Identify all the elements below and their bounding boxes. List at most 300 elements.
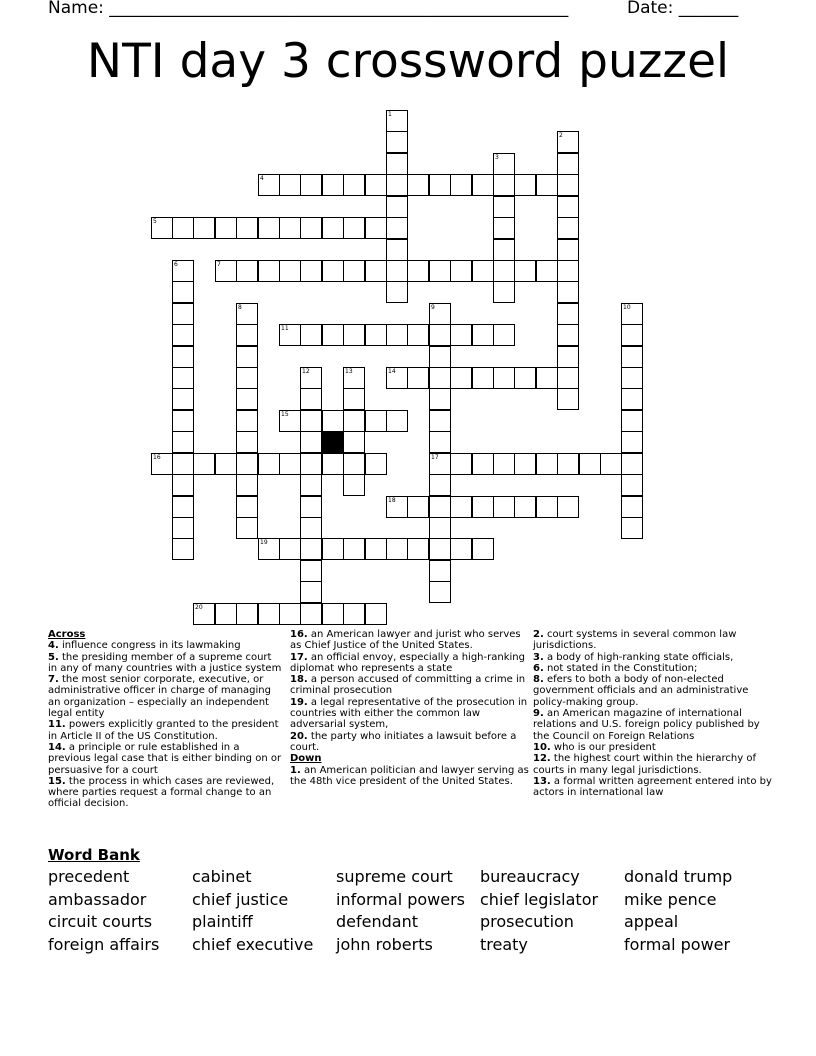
clue-number: 1. bbox=[290, 764, 301, 776]
grid-cell[interactable] bbox=[429, 431, 451, 453]
grid-cell[interactable] bbox=[386, 153, 408, 175]
clue-text: an American magazine of international relations and U.S. foreign policy published by the Council on Foreign Relations bbox=[533, 708, 760, 742]
grid-cell[interactable] bbox=[300, 324, 322, 346]
grid-cell[interactable] bbox=[300, 260, 322, 282]
grid-cell[interactable] bbox=[493, 324, 515, 346]
grid-cell[interactable] bbox=[386, 324, 408, 346]
grid-cell[interactable] bbox=[493, 196, 515, 218]
word-bank-title: Word Bank bbox=[48, 846, 140, 864]
grid-cell[interactable] bbox=[557, 131, 579, 153]
clue-number: 7 bbox=[217, 261, 221, 268]
clue-number: 10. bbox=[533, 741, 551, 753]
grid-cell[interactable] bbox=[621, 431, 643, 453]
grid-cell[interactable] bbox=[450, 324, 472, 346]
grid-cell[interactable] bbox=[429, 496, 451, 518]
across-heading: Across bbox=[48, 629, 86, 640]
clue-text: powers explicitly granted to the president in Article II of the US Constitution. bbox=[48, 719, 279, 742]
clue-text: a formal written agreement entered into by actors in international law bbox=[533, 775, 772, 799]
grid-cell[interactable] bbox=[365, 410, 387, 432]
grid-cell[interactable] bbox=[279, 260, 301, 282]
grid-cell[interactable] bbox=[407, 496, 429, 518]
clue-number: 4. bbox=[48, 640, 59, 652]
clue-item bbox=[533, 753, 773, 776]
grid-cell[interactable] bbox=[386, 196, 408, 218]
word-bank-item: chief executive bbox=[192, 935, 314, 954]
grid-cell[interactable] bbox=[215, 260, 237, 282]
grid-cell[interactable] bbox=[536, 367, 558, 389]
grid-cell[interactable] bbox=[621, 453, 643, 475]
clue-number: 9. bbox=[533, 708, 544, 720]
grid-cell[interactable] bbox=[300, 538, 322, 560]
grid-cell[interactable] bbox=[300, 431, 322, 453]
grid-cell[interactable] bbox=[300, 560, 322, 582]
grid-cell[interactable] bbox=[322, 410, 344, 432]
grid-cell[interactable] bbox=[193, 603, 215, 625]
grid-cell[interactable] bbox=[279, 603, 301, 625]
clue-number: 19. bbox=[290, 696, 308, 708]
clue-number: 8 bbox=[238, 304, 242, 311]
grid-cell[interactable] bbox=[514, 260, 536, 282]
word-bank-item: ambassador bbox=[48, 890, 147, 909]
grid-cell[interactable] bbox=[343, 431, 365, 453]
clue-text: a legal representative of the prosecution in countries with either the common law adversarial system, bbox=[290, 696, 528, 731]
grid-cell[interactable] bbox=[300, 517, 322, 539]
grid-cell[interactable] bbox=[536, 496, 558, 518]
clue-number: 11 bbox=[281, 325, 289, 332]
grid-cell[interactable] bbox=[450, 174, 472, 196]
grid-cell[interactable] bbox=[236, 217, 258, 239]
clue-text: a principle or rule established in a previous legal case that is either binding on or persuasive for a court bbox=[48, 741, 282, 776]
grid-cell[interactable] bbox=[386, 131, 408, 153]
grid-cell[interactable] bbox=[172, 388, 194, 410]
grid-cell[interactable] bbox=[429, 453, 451, 475]
grid-cell[interactable] bbox=[236, 453, 258, 475]
word-bank-item: precedent bbox=[48, 867, 130, 886]
clue-number: 19 bbox=[260, 539, 268, 546]
grid-cell[interactable] bbox=[493, 174, 515, 196]
grid-cell[interactable] bbox=[386, 239, 408, 261]
clue-item bbox=[533, 652, 773, 663]
grid-cell[interactable] bbox=[258, 453, 280, 475]
clue-text: influence congress in its lawmaking bbox=[58, 640, 241, 652]
grid-cell[interactable] bbox=[557, 453, 579, 475]
grid-cell[interactable] bbox=[236, 367, 258, 389]
grid-cell[interactable] bbox=[493, 239, 515, 261]
word-bank-item: formal power bbox=[624, 935, 731, 954]
grid-cell[interactable] bbox=[493, 260, 515, 282]
grid-cell[interactable] bbox=[236, 303, 258, 325]
clue-number: 8. bbox=[533, 674, 544, 686]
grid-cell[interactable] bbox=[300, 603, 322, 625]
clues-column-3 bbox=[533, 629, 773, 798]
grid-cell[interactable] bbox=[472, 174, 494, 196]
grid-cell[interactable] bbox=[300, 474, 322, 496]
clue-text: the presiding member of a supreme court in any of many countries with a justice system bbox=[48, 651, 282, 674]
grid-cell[interactable] bbox=[343, 324, 365, 346]
grid-cell[interactable] bbox=[322, 324, 344, 346]
grid-cell[interactable] bbox=[407, 538, 429, 560]
clue-number: 7. bbox=[48, 674, 59, 686]
grid-cell[interactable] bbox=[472, 538, 494, 560]
grid-cell[interactable] bbox=[300, 496, 322, 518]
grid-cell[interactable] bbox=[322, 217, 344, 239]
clue-number: 4 bbox=[260, 175, 264, 182]
grid-cell[interactable] bbox=[365, 260, 387, 282]
grid-cell[interactable] bbox=[236, 431, 258, 453]
clue-text: the highest court within the hierarchy of courts in many legal jurisdictions. bbox=[533, 753, 756, 776]
grid-cell[interactable] bbox=[215, 217, 237, 239]
grid-cell[interactable] bbox=[172, 538, 194, 560]
grid-cell[interactable] bbox=[279, 453, 301, 475]
clue-number: 9 bbox=[431, 304, 435, 311]
grid-cell[interactable] bbox=[236, 260, 258, 282]
grid-cell[interactable] bbox=[172, 281, 194, 303]
grid-cell[interactable] bbox=[386, 538, 408, 560]
grid-cell[interactable] bbox=[343, 538, 365, 560]
clue-number: 14. bbox=[48, 741, 66, 753]
grid-cell[interactable] bbox=[279, 538, 301, 560]
clue-item bbox=[48, 674, 283, 719]
clues-column-1 bbox=[48, 629, 283, 810]
grid-cell[interactable] bbox=[450, 496, 472, 518]
grid-cell[interactable] bbox=[621, 346, 643, 368]
grid-cell[interactable] bbox=[472, 260, 494, 282]
grid-cell[interactable] bbox=[172, 346, 194, 368]
grid-cell[interactable] bbox=[343, 410, 365, 432]
clue-number: 18 bbox=[388, 497, 396, 504]
grid-cell[interactable] bbox=[172, 303, 194, 325]
clue-number: 2 bbox=[559, 132, 563, 139]
grid-cell[interactable] bbox=[621, 496, 643, 518]
clue-item bbox=[290, 731, 530, 754]
clue-text: an American lawyer and jurist who serves as Chief Justice of the United States. bbox=[290, 629, 521, 652]
clue-number: 10 bbox=[623, 304, 631, 311]
clue-number: 16. bbox=[290, 629, 308, 640]
grid-cell[interactable] bbox=[365, 324, 387, 346]
grid-cell[interactable] bbox=[557, 174, 579, 196]
grid-cell[interactable] bbox=[429, 410, 451, 432]
grid-cell[interactable] bbox=[343, 603, 365, 625]
grid-cell[interactable] bbox=[407, 367, 429, 389]
grid-cell[interactable] bbox=[322, 260, 344, 282]
word-bank-item: donald trump bbox=[624, 867, 733, 886]
clue-number: 14 bbox=[388, 368, 396, 375]
grid-cell[interactable] bbox=[300, 410, 322, 432]
grid-cell[interactable] bbox=[450, 538, 472, 560]
grid-cell[interactable] bbox=[172, 431, 194, 453]
grid-cell[interactable] bbox=[172, 410, 194, 432]
clue-item bbox=[533, 742, 773, 753]
clue-number: 2. bbox=[533, 629, 544, 640]
clue-item bbox=[533, 663, 773, 674]
clue-number: 3 bbox=[495, 154, 499, 161]
clue-item bbox=[290, 697, 530, 731]
clue-text: who is our president bbox=[550, 741, 656, 753]
clue-number: 13. bbox=[533, 775, 551, 787]
clue-number: 20. bbox=[290, 730, 308, 742]
grid-cell[interactable] bbox=[365, 174, 387, 196]
grid-cell[interactable] bbox=[621, 367, 643, 389]
clue-number: 13 bbox=[345, 368, 353, 375]
grid-cell[interactable] bbox=[429, 388, 451, 410]
grid-cell[interactable] bbox=[343, 388, 365, 410]
word-bank-item: foreign affairs bbox=[48, 935, 160, 954]
grid-cell[interactable] bbox=[557, 388, 579, 410]
grid-cell[interactable] bbox=[236, 410, 258, 432]
grid-cell[interactable] bbox=[236, 474, 258, 496]
clue-item bbox=[533, 674, 773, 708]
grid-cell[interactable] bbox=[151, 453, 173, 475]
grid-cell[interactable] bbox=[621, 474, 643, 496]
clue-item bbox=[48, 776, 283, 810]
word-bank-item: bureaucracy bbox=[480, 867, 580, 886]
grid-cell[interactable] bbox=[407, 174, 429, 196]
word-bank-item: john roberts bbox=[336, 935, 433, 954]
clue-item bbox=[533, 629, 773, 652]
grid-cell[interactable] bbox=[557, 196, 579, 218]
grid-cell[interactable] bbox=[365, 217, 387, 239]
grid-cell[interactable] bbox=[472, 496, 494, 518]
grid-cell[interactable] bbox=[386, 281, 408, 303]
grid-cell[interactable] bbox=[407, 260, 429, 282]
word-bank-item: appeal bbox=[624, 912, 679, 931]
date-field-label: Date: _______ bbox=[627, 0, 739, 18]
grid-cell[interactable] bbox=[386, 410, 408, 432]
grid-cell[interactable] bbox=[386, 496, 408, 518]
grid-cell[interactable] bbox=[300, 388, 322, 410]
grid-cell[interactable] bbox=[322, 174, 344, 196]
grid-cell[interactable] bbox=[343, 367, 365, 389]
clue-number: 12. bbox=[533, 753, 551, 765]
grid-cell[interactable] bbox=[322, 538, 344, 560]
clue-number: 16 bbox=[153, 454, 161, 461]
word-bank-item: cabinet bbox=[192, 867, 252, 886]
grid-cell[interactable] bbox=[557, 367, 579, 389]
word-bank-item: supreme court bbox=[336, 867, 453, 886]
grid-cell[interactable] bbox=[236, 388, 258, 410]
clues-column-2 bbox=[290, 629, 530, 787]
word-bank-item: treaty bbox=[480, 935, 528, 954]
clue-item bbox=[290, 652, 530, 675]
grid-cell[interactable] bbox=[193, 217, 215, 239]
grid-cell[interactable] bbox=[365, 603, 387, 625]
clue-item bbox=[290, 765, 530, 788]
clue-number: 12 bbox=[302, 368, 310, 375]
grid-cell[interactable] bbox=[493, 281, 515, 303]
grid-cell[interactable] bbox=[258, 174, 280, 196]
grid-cell[interactable] bbox=[557, 303, 579, 325]
grid-cell[interactable] bbox=[429, 560, 451, 582]
grid-cell[interactable] bbox=[365, 453, 387, 475]
word-bank-item: informal powers bbox=[336, 890, 466, 909]
grid-cell[interactable] bbox=[429, 367, 451, 389]
grid-cell[interactable] bbox=[514, 453, 536, 475]
grid-cell[interactable] bbox=[343, 474, 365, 496]
clue-number: 6 bbox=[174, 261, 178, 268]
grid-cell[interactable] bbox=[172, 217, 194, 239]
grid-cell[interactable] bbox=[322, 453, 344, 475]
grid-cell[interactable] bbox=[429, 260, 451, 282]
grid-cell[interactable] bbox=[172, 453, 194, 475]
clue-text: an official envoy, especially a high-ranking diplomat who represents a state bbox=[290, 651, 525, 674]
grid-cell[interactable] bbox=[472, 367, 494, 389]
grid-cell[interactable] bbox=[493, 153, 515, 175]
grid-cell[interactable] bbox=[279, 174, 301, 196]
grid-cell[interactable] bbox=[343, 260, 365, 282]
grid-cell[interactable] bbox=[429, 174, 451, 196]
grid-cell[interactable] bbox=[621, 324, 643, 346]
grid-cell[interactable] bbox=[514, 367, 536, 389]
grid-cell[interactable] bbox=[279, 324, 301, 346]
grid-cell[interactable] bbox=[557, 239, 579, 261]
grid-cell[interactable] bbox=[557, 153, 579, 175]
grid-cell[interactable] bbox=[343, 453, 365, 475]
grid-cell[interactable] bbox=[300, 367, 322, 389]
grid-cell[interactable] bbox=[493, 453, 515, 475]
grid-cell[interactable] bbox=[557, 496, 579, 518]
grid-cell[interactable] bbox=[343, 217, 365, 239]
word-bank-item: circuit courts bbox=[48, 912, 153, 931]
grid-cell[interactable] bbox=[429, 324, 451, 346]
grid-cell[interactable] bbox=[300, 453, 322, 475]
grid-cell[interactable] bbox=[557, 217, 579, 239]
clue-item bbox=[290, 629, 530, 652]
grid-cell[interactable] bbox=[215, 603, 237, 625]
grid-cell[interactable] bbox=[429, 581, 451, 603]
grid-cell[interactable] bbox=[621, 410, 643, 432]
grid-cell[interactable] bbox=[472, 324, 494, 346]
word-bank-item: defendant bbox=[336, 912, 418, 931]
clue-text: the party who initiates a lawsuit before a court. bbox=[290, 730, 517, 753]
clue-text: an American politician and lawyer serving as the 48th vice president of the United States. bbox=[290, 764, 529, 787]
grid-cell[interactable] bbox=[386, 217, 408, 239]
grid-cell[interactable] bbox=[429, 538, 451, 560]
clue-item bbox=[290, 674, 530, 697]
clue-number: 6. bbox=[533, 662, 544, 674]
grid-cell[interactable] bbox=[236, 517, 258, 539]
clue-item bbox=[48, 640, 283, 651]
grid-cell[interactable] bbox=[193, 453, 215, 475]
word-bank-item: chief justice bbox=[192, 890, 289, 909]
grid-cell[interactable] bbox=[172, 324, 194, 346]
grid-cell[interactable] bbox=[172, 517, 194, 539]
clue-text: a person accused of committing a crime in criminal prosecution bbox=[290, 674, 526, 697]
grid-cell[interactable] bbox=[514, 174, 536, 196]
clue-number: 15 bbox=[281, 411, 289, 418]
grid-cell[interactable] bbox=[407, 324, 429, 346]
grid-cell[interactable] bbox=[536, 174, 558, 196]
grid-cell[interactable] bbox=[172, 260, 194, 282]
grid-cell[interactable] bbox=[429, 346, 451, 368]
grid-cell[interactable] bbox=[621, 303, 643, 325]
word-bank-item: chief legislator bbox=[480, 890, 599, 909]
grid-cell[interactable] bbox=[557, 324, 579, 346]
grid-cell[interactable] bbox=[236, 324, 258, 346]
grid-cell[interactable] bbox=[300, 174, 322, 196]
grid-cell[interactable] bbox=[429, 303, 451, 325]
clue-text: the most senior corporate, executive, or administrative officer in charge of managing an organization – especially an independent legal entity bbox=[48, 674, 271, 720]
grid-cell[interactable] bbox=[151, 217, 173, 239]
grid-cell[interactable] bbox=[429, 517, 451, 539]
grid-cell[interactable] bbox=[279, 217, 301, 239]
clue-number: 20 bbox=[195, 604, 203, 611]
grid-cell[interactable] bbox=[300, 217, 322, 239]
grid-cell[interactable] bbox=[172, 474, 194, 496]
clue-text: court systems in several common law jurisdictions. bbox=[533, 629, 737, 652]
grid-cell[interactable] bbox=[450, 453, 472, 475]
grid-cell[interactable] bbox=[236, 603, 258, 625]
grid-cell[interactable] bbox=[236, 496, 258, 518]
grid-cell[interactable] bbox=[343, 174, 365, 196]
grid-cell[interactable] bbox=[536, 260, 558, 282]
clue-number: 17. bbox=[290, 651, 308, 663]
grid-cell[interactable] bbox=[621, 517, 643, 539]
clue-item bbox=[48, 652, 283, 675]
grid-cell[interactable] bbox=[600, 453, 622, 475]
grid-cell[interactable] bbox=[472, 453, 494, 475]
clue-number: 18. bbox=[290, 674, 308, 686]
grid-cell[interactable] bbox=[365, 538, 387, 560]
grid-cell[interactable] bbox=[557, 260, 579, 282]
grid-cell[interactable] bbox=[621, 388, 643, 410]
clue-number: 1 bbox=[388, 111, 392, 118]
clue-number: 11. bbox=[48, 719, 66, 731]
grid-cell[interactable] bbox=[258, 217, 280, 239]
clue-number: 15. bbox=[48, 775, 66, 787]
grid-cell[interactable] bbox=[514, 496, 536, 518]
grid-cell[interactable] bbox=[429, 474, 451, 496]
grid-cell[interactable] bbox=[493, 367, 515, 389]
grid-cell[interactable] bbox=[322, 603, 344, 625]
grid-cell[interactable] bbox=[386, 110, 408, 132]
grid-cell[interactable] bbox=[386, 367, 408, 389]
word-bank-item: prosecution bbox=[480, 912, 574, 931]
clue-item bbox=[48, 742, 283, 776]
grid-cell[interactable] bbox=[557, 346, 579, 368]
clue-number: 17 bbox=[431, 454, 439, 461]
grid-cell[interactable] bbox=[579, 453, 601, 475]
grid-cell[interactable] bbox=[493, 496, 515, 518]
grid-cell[interactable] bbox=[279, 410, 301, 432]
grid-cell[interactable] bbox=[493, 217, 515, 239]
name-field-label: Name: ______________________________________________________ bbox=[48, 0, 569, 18]
clue-number: 3. bbox=[533, 651, 544, 663]
grid-cell[interactable] bbox=[236, 346, 258, 368]
grid-cell[interactable] bbox=[536, 453, 558, 475]
grid-cell[interactable] bbox=[172, 367, 194, 389]
clue-text: efers to both a body of non-elected government officials and an administrative policy-making group. bbox=[533, 674, 749, 708]
down-heading: Down bbox=[290, 753, 322, 765]
grid-cell[interactable] bbox=[386, 260, 408, 282]
grid-cell[interactable] bbox=[557, 281, 579, 303]
grid-cell[interactable] bbox=[172, 496, 194, 518]
grid-cell[interactable] bbox=[386, 174, 408, 196]
grid-cell[interactable] bbox=[258, 538, 280, 560]
clue-item bbox=[533, 776, 773, 799]
grid-cell[interactable] bbox=[450, 367, 472, 389]
clue-number: 5. bbox=[48, 651, 59, 663]
grid-cell[interactable] bbox=[450, 260, 472, 282]
grid-cell[interactable] bbox=[215, 453, 237, 475]
grid-cell[interactable] bbox=[258, 603, 280, 625]
word-bank-item: plaintiff bbox=[192, 912, 253, 931]
clue-number: 5 bbox=[153, 218, 157, 225]
grid-cell[interactable] bbox=[300, 581, 322, 603]
clue-text: a body of high-ranking state officials, bbox=[543, 651, 734, 663]
grid-cell[interactable] bbox=[258, 260, 280, 282]
clue-item bbox=[533, 708, 773, 742]
clue-text: the process in which cases are reviewed, where parties request a formal change to an official decision. bbox=[48, 775, 275, 810]
